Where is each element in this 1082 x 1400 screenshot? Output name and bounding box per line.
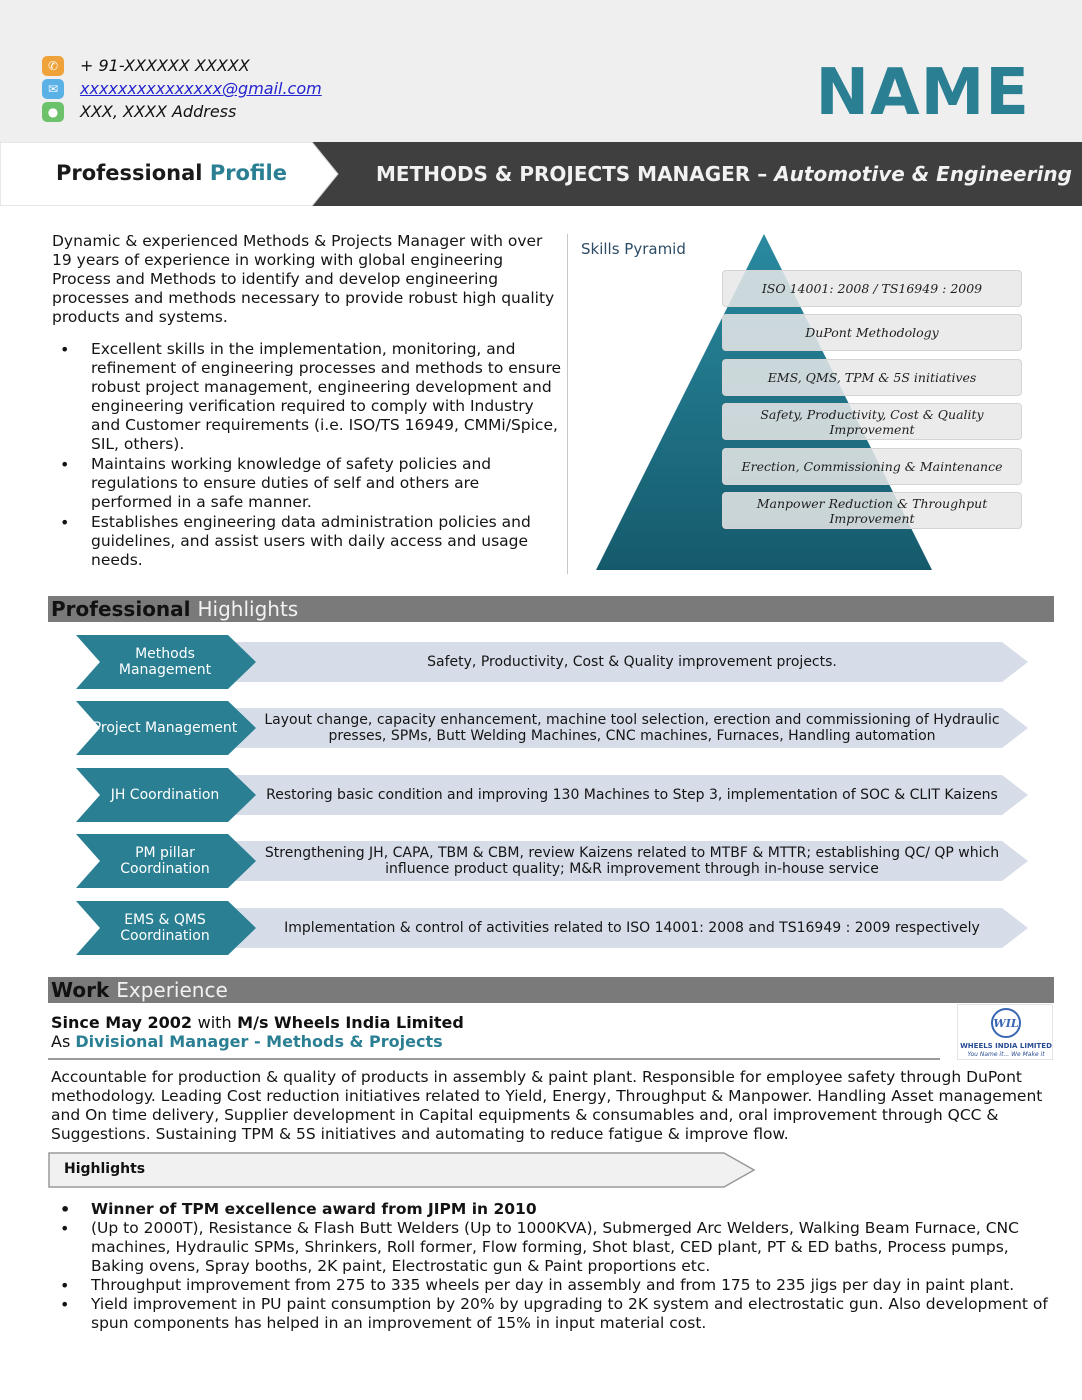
- pyramid-level-6: Manpower Reduction & Throughput Improvement: [722, 492, 1022, 529]
- job-title-domain: Automotive & Engineering: [774, 162, 1072, 186]
- work-highlight-bullets: [52, 1200, 1052, 1333]
- highlights-title-accent: Highlights: [197, 597, 299, 621]
- company-logo-tagline: You Name it... We Make it: [967, 1051, 1045, 1058]
- profile-heading: [56, 161, 287, 185]
- profile-summary: Dynamic & experienced Methods & Projects Manager with over 19 years of experience in working with global engineering Process and Methods to identify and develop engineering processes and methods necessary to provide robust high quality products and systems.: [52, 232, 555, 326]
- work-highlights-tab: [48, 1152, 758, 1188]
- pyramid-level-3: EMS, QMS, TPM & 5S initiatives: [722, 359, 1022, 396]
- employment-since: Since May 2002: [51, 1013, 193, 1032]
- skills-pyramid-title: Skills Pyramid: [581, 240, 686, 258]
- highlight-label: Project Management: [92, 720, 238, 736]
- work-highlight-bullet: • (Up to 2000T), Resistance & Flash Butt Welders (Up to 1000KVA), Submerged Arc Welders, Walking Beam Furnace, CNC machines, Hydraulic SPMs, Shrinkers, Roll former, Flow forming, Shot blast, CED plant, PT & ED baths, Process pumps, Baking ovens, Spray booths, 2K paint, Electrostatic gun & Paint proportions etc.: [52, 1219, 1052, 1276]
- profile-heading-word: Professional: [56, 161, 203, 185]
- contact-phone-row: [42, 54, 322, 77]
- company-logo-mark: WIL: [991, 1008, 1021, 1038]
- contact-address-row: [42, 100, 322, 123]
- profile-bullet: • Establishes engineering data administration policies and guidelines, and assist users with daily access and usage needs.: [52, 513, 564, 570]
- work-title-word: Work: [51, 978, 110, 1002]
- highlight-row: [76, 701, 1028, 755]
- profile-bullet: • Excellent skills in the implementation, monitoring, and refinement of engineering processes and methods to ensure robust project management, engineering development and engineering verification required to comply with Industry and Customer requirements (i.e. ISO/TS 16949, CMMi/Spice, SIL, others).: [52, 340, 564, 454]
- candidate-name: NAME: [815, 56, 1030, 130]
- highlights-title-word: Professional: [51, 597, 191, 621]
- role-as: As: [51, 1032, 71, 1051]
- job-title-main: METHODS & PROJECTS MANAGER –: [376, 162, 768, 186]
- employer-name: M/s Wheels India Limited: [237, 1013, 464, 1032]
- pyramid-level-1: ISO 14001: 2008 / TS16949 : 2009: [722, 270, 1022, 307]
- highlight-label: PM pillar Coordination: [120, 845, 210, 877]
- profile-heading-accent: Profile: [209, 161, 287, 185]
- pyramid-level-2: DuPont Methodology: [722, 314, 1022, 351]
- profile-bullet: • Maintains working knowledge of safety policies and regulations to ensure duties of self and others are performed in a safe manner.: [52, 455, 564, 512]
- work-section-title: [51, 978, 228, 1002]
- phone-icon: ✆: [42, 56, 64, 76]
- email-link[interactable]: xxxxxxxxxxxxxxx@gmail.com: [80, 79, 322, 98]
- address-text: XXX, XXXX Address: [80, 102, 237, 121]
- highlight-row: [76, 901, 1028, 955]
- role-title: Divisional Manager - Methods & Projects: [75, 1032, 443, 1051]
- pyramid-level-4: Safety, Productivity, Cost & Quality Improvement: [722, 403, 1022, 440]
- map-pin-icon: ●: [42, 102, 64, 122]
- highlight-text: Layout change, capacity enhancement, machine tool selection, erection and commissioning of Hydraulic presses, SPMs, Butt Welding Machines, CNC machines, Furnaces, Handling automation: [264, 712, 1000, 744]
- role-line: [51, 1032, 443, 1051]
- highlight-label: EMS & QMS Coordination: [120, 912, 210, 944]
- highlight-label: Methods Management: [118, 646, 212, 678]
- highlight-text: Implementation & control of activities related to ISO 14001: 2008 and TS16949 : 2009 respectively: [284, 920, 980, 936]
- company-logo-name: WHEELS INDIA LIMITED: [960, 1042, 1052, 1050]
- phone-number: + 91-XXXXXX XXXXX: [80, 56, 250, 75]
- work-highlight-bullet: • Yield improvement in PU paint consumption by 20% by upgrading to 2K system and electrostatic gun. Also development of spun components has helped in an improvement of 15% in input material cost.: [52, 1295, 1052, 1333]
- highlight-row: [76, 768, 1028, 822]
- highlight-label: JH Coordination: [110, 787, 220, 803]
- work-highlight-bullet: • Winner of TPM excellence award from JIPM in 2010: [52, 1200, 1052, 1219]
- work-title-accent: Experience: [116, 978, 228, 1002]
- highlight-row: [76, 635, 1028, 689]
- company-logo: [957, 1004, 1053, 1060]
- column-divider: [567, 234, 568, 574]
- employment-line: [51, 1013, 464, 1032]
- work-section-header: [48, 977, 1054, 1003]
- title-bar: [0, 142, 1082, 206]
- job-title: [376, 162, 1072, 186]
- work-highlights-label: Highlights: [64, 1161, 146, 1177]
- contact-email-row: [42, 77, 322, 100]
- highlights-section-title: [51, 597, 298, 621]
- employment-with: with: [197, 1013, 232, 1032]
- highlight-text: Safety, Productivity, Cost & Quality improvement projects.: [427, 654, 837, 670]
- profile-bullets: [52, 340, 564, 571]
- work-highlight-bullet: • Throughput improvement from 275 to 335 wheels per day in assembly and from 175 to 235 jigs per day in paint plant.: [52, 1276, 1052, 1295]
- pyramid-level-5: Erection, Commissioning & Maintenance: [722, 448, 1022, 485]
- highlight-row: [76, 834, 1028, 888]
- contact-block: [42, 54, 322, 123]
- work-description: Accountable for production & quality of products in assembly & paint plant. Responsible for employee safety through DuPont methodology. Leading Cost reduction initiatives related to Yield, Energy, Throughput & Manpower. Handling Asset management and On time delivery, Supplier development in Capital equipments & consumables and, oral improvement through QCC & Suggestions. Sustaining TPM & 5S initiatives and automating to reduce fatigue & improve flow.: [51, 1068, 1043, 1143]
- resume-header: [0, 0, 1082, 142]
- highlight-text: Restoring basic condition and improving 130 Machines to Step 3, implementation of SOC & CLIT Kaizens: [266, 787, 998, 803]
- employment-rule: [48, 1058, 940, 1060]
- highlights-section-header: [48, 596, 1054, 622]
- envelope-icon: ✉: [42, 79, 64, 99]
- highlight-text: Strengthening JH, CAPA, TBM & CBM, review Kaizens related to MTBF & MTTR; establishing QC/ QP which influence product quality; M&R improvement through in-house service: [264, 845, 1000, 877]
